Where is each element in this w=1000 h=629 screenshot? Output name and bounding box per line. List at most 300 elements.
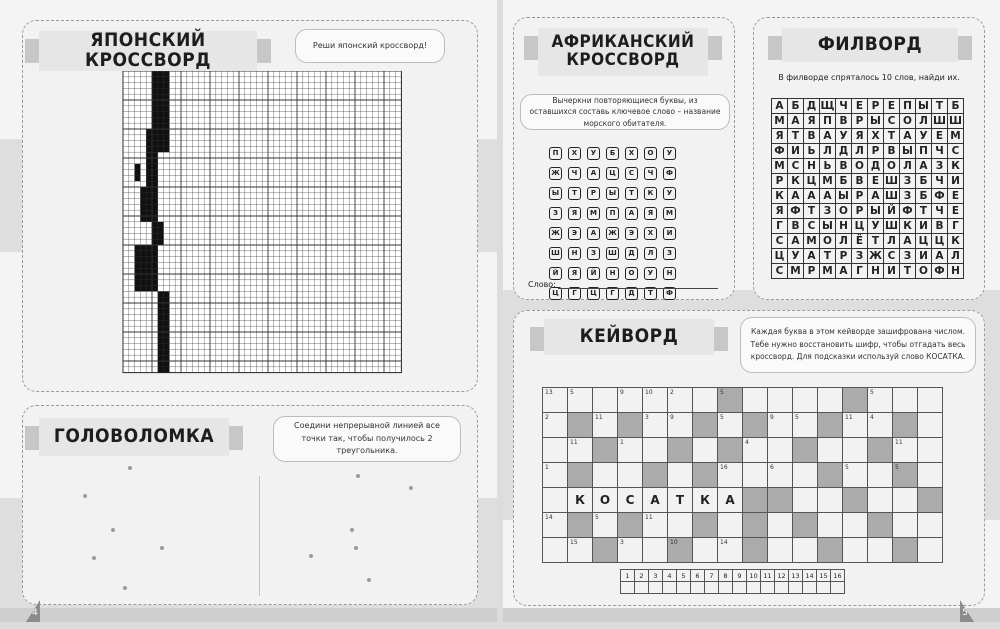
keyword-cell[interactable]: [918, 513, 943, 538]
filword-letter-cell[interactable]: Ц: [916, 234, 932, 249]
keyword-cell[interactable]: [893, 488, 918, 513]
african-letter-cell[interactable]: О: [625, 267, 638, 280]
filword-letter-cell[interactable]: Е: [884, 99, 900, 114]
puzzle-dot[interactable]: [367, 578, 371, 582]
answer-input-line[interactable]: [558, 288, 718, 289]
african-letter-cell[interactable]: З: [549, 207, 562, 220]
keyword-cell[interactable]: [893, 513, 918, 538]
filword-letter-cell[interactable]: У: [788, 249, 804, 264]
filword-letter-cell[interactable]: А: [788, 189, 804, 204]
african-letter-cell[interactable]: У: [644, 267, 657, 280]
keyword-cell[interactable]: [568, 463, 593, 488]
cipher-letter-slot[interactable]: [677, 582, 691, 594]
filword-letter-cell[interactable]: М: [820, 174, 836, 189]
filword-letter-cell[interactable]: С: [884, 249, 900, 264]
filword-letter-cell[interactable]: Р: [836, 249, 852, 264]
keyword-cell[interactable]: [643, 438, 668, 463]
african-letter-cell[interactable]: Ч: [644, 167, 657, 180]
african-letter-cell[interactable]: Л: [644, 247, 657, 260]
keyword-cell[interactable]: [618, 538, 643, 563]
filword-letter-cell[interactable]: З: [900, 174, 916, 189]
filword-letter-cell[interactable]: Е: [868, 174, 884, 189]
african-letter-cell[interactable]: Г: [568, 287, 581, 300]
keyword-cell[interactable]: [793, 488, 818, 513]
cipher-letter-slot[interactable]: [775, 582, 789, 594]
cipher-letter-slot[interactable]: [649, 582, 663, 594]
african-letter-cell[interactable]: У: [663, 147, 676, 160]
puzzle-dot[interactable]: [354, 546, 358, 550]
african-letter-cell[interactable]: Ф: [663, 287, 676, 300]
african-letter-cell[interactable]: Я: [568, 207, 581, 220]
filword-letter-cell[interactable]: Р: [852, 189, 868, 204]
filword-letter-cell[interactable]: С: [884, 114, 900, 129]
filword-letter-cell[interactable]: В: [932, 219, 948, 234]
filword-letter-cell[interactable]: С: [772, 234, 788, 249]
keyword-cell[interactable]: [593, 388, 618, 413]
keyword-cell[interactable]: [893, 388, 918, 413]
african-letter-cell[interactable]: Х: [625, 147, 638, 160]
cipher-letter-slot[interactable]: [705, 582, 719, 594]
cipher-letter-slot[interactable]: [747, 582, 761, 594]
keyword-cell[interactable]: [643, 538, 668, 563]
keyword-cell[interactable]: [743, 488, 768, 513]
african-letter-cell[interactable]: Я: [568, 267, 581, 280]
filword-letter-cell[interactable]: О: [916, 264, 932, 279]
filword-letter-cell[interactable]: О: [900, 114, 916, 129]
keyword-cell[interactable]: [593, 463, 618, 488]
filword-letter-cell[interactable]: Ы: [820, 219, 836, 234]
filword-letter-cell[interactable]: Ы: [916, 99, 932, 114]
african-letter-cell[interactable]: Т: [625, 187, 638, 200]
african-letter-cell[interactable]: И: [663, 227, 676, 240]
keyword-cell[interactable]: [743, 413, 768, 438]
filword-letter-cell[interactable]: Т: [788, 129, 804, 144]
african-letter-cell[interactable]: Г: [606, 287, 619, 300]
keyword-cell[interactable]: [693, 463, 718, 488]
filword-letter-cell[interactable]: Д: [836, 144, 852, 159]
filword-letter-cell[interactable]: Ф: [932, 264, 948, 279]
keyword-cell[interactable]: [868, 463, 893, 488]
filword-letter-cell[interactable]: Т: [820, 249, 836, 264]
keyword-cell[interactable]: [918, 488, 943, 513]
keyword-cell[interactable]: [893, 538, 918, 563]
keyword-cell[interactable]: [743, 438, 768, 463]
keyword-cell[interactable]: [718, 438, 743, 463]
african-letter-cell[interactable]: Х: [568, 147, 581, 160]
filword-letter-cell[interactable]: О: [884, 159, 900, 174]
keyword-cell[interactable]: [768, 488, 793, 513]
african-letter-cell[interactable]: У: [663, 187, 676, 200]
filword-letter-cell[interactable]: Б: [916, 174, 932, 189]
filword-letter-cell[interactable]: А: [804, 249, 820, 264]
filword-letter-cell[interactable]: Ш: [933, 115, 946, 127]
filword-letter-cell[interactable]: З: [900, 249, 916, 264]
keyword-cell[interactable]: [543, 513, 568, 538]
filword-letter-cell[interactable]: Ш: [885, 175, 898, 187]
keyword-cell[interactable]: [643, 413, 668, 438]
keyword-cell[interactable]: [868, 538, 893, 563]
keyword-cell[interactable]: [543, 538, 568, 563]
african-letter-cell[interactable]: Ж: [606, 227, 619, 240]
puzzle-dot[interactable]: [83, 494, 87, 498]
filword-letter-cell[interactable]: А: [900, 129, 916, 144]
filword-letter-cell[interactable]: А: [788, 234, 804, 249]
african-letter-cell[interactable]: А: [587, 167, 600, 180]
filword-letter-cell[interactable]: Р: [868, 99, 884, 114]
filword-letter-cell[interactable]: Ц: [804, 174, 820, 189]
puzzle-dot[interactable]: [409, 486, 413, 490]
african-letter-cell[interactable]: Я: [644, 207, 657, 220]
keyword-cell[interactable]: [818, 513, 843, 538]
keyword-cell[interactable]: [543, 438, 568, 463]
filword-letter-cell[interactable]: С: [788, 159, 804, 174]
keyword-cell[interactable]: [668, 463, 693, 488]
filword-letter-cell[interactable]: Ш: [949, 115, 962, 127]
filword-letter-cell[interactable]: З: [852, 249, 868, 264]
keyword-cell[interactable]: [768, 538, 793, 563]
filword-letter-cell[interactable]: А: [788, 114, 804, 129]
filword-letter-cell[interactable]: Д: [868, 159, 884, 174]
keyword-cell[interactable]: [643, 513, 668, 538]
filword-letter-cell[interactable]: А: [932, 249, 948, 264]
filword-letter-cell[interactable]: У: [916, 129, 932, 144]
cipher-letter-slot[interactable]: [733, 582, 747, 594]
filword-letter-cell[interactable]: К: [788, 174, 804, 189]
filword-letter-cell[interactable]: Б: [948, 99, 964, 114]
filword-letter-cell[interactable]: А: [900, 234, 916, 249]
keyword-cell[interactable]: [543, 488, 568, 513]
filword-letter-cell[interactable]: М: [788, 264, 804, 279]
filword-letter-cell[interactable]: Н: [868, 264, 884, 279]
keyword-cell[interactable]: [593, 413, 618, 438]
filword-letter-cell[interactable]: А: [820, 189, 836, 204]
filword-letter-cell[interactable]: Я: [772, 129, 788, 144]
filword-letter-cell[interactable]: М: [820, 264, 836, 279]
keyword-cell[interactable]: [868, 413, 893, 438]
keyword-cell[interactable]: [843, 413, 868, 438]
keyword-cell[interactable]: [718, 388, 743, 413]
nonogram-grid[interactable]: [103, 71, 403, 381]
filword-letter-cell[interactable]: С: [804, 219, 820, 234]
keyword-cell[interactable]: [893, 413, 918, 438]
filword-letter-cell[interactable]: Ж: [869, 250, 882, 262]
cipher-letter-slot[interactable]: [663, 582, 677, 594]
filword-letter-cell[interactable]: З: [820, 204, 836, 219]
filword-letter-cell[interactable]: Ф: [900, 204, 916, 219]
keyword-cell[interactable]: [593, 538, 618, 563]
african-letter-cell[interactable]: Х: [644, 227, 657, 240]
filword-letter-cell[interactable]: Н: [948, 264, 964, 279]
filword-letter-cell[interactable]: Л: [852, 144, 868, 159]
cipher-letter-slot[interactable]: [719, 582, 733, 594]
filword-letter-cell[interactable]: М: [772, 114, 788, 129]
keyword-cell[interactable]: [718, 463, 743, 488]
filword-letter-cell[interactable]: Я: [804, 114, 820, 129]
keyword-cell[interactable]: [693, 488, 718, 513]
filword-letter-cell[interactable]: Ы: [836, 189, 852, 204]
keyword-cell[interactable]: [543, 413, 568, 438]
filword-letter-cell[interactable]: З: [932, 159, 948, 174]
african-letter-cell[interactable]: Т: [568, 187, 581, 200]
puzzle-dot[interactable]: [160, 546, 164, 550]
filword-letter-cell[interactable]: Д: [804, 99, 820, 114]
african-letter-cell[interactable]: Н: [568, 247, 581, 260]
keyword-cell[interactable]: [668, 388, 693, 413]
cipher-letter-slot[interactable]: [803, 582, 817, 594]
keyword-cell[interactable]: [593, 513, 618, 538]
filword-letter-cell[interactable]: Ц: [932, 234, 948, 249]
keyword-cell[interactable]: [643, 388, 668, 413]
filword-letter-cell[interactable]: Ц: [772, 249, 788, 264]
filword-letter-cell[interactable]: М: [804, 234, 820, 249]
keyword-cell[interactable]: [618, 488, 643, 513]
keyword-cell[interactable]: [718, 488, 743, 513]
keyword-cell[interactable]: [918, 538, 943, 563]
keyword-cell[interactable]: [793, 388, 818, 413]
african-letter-cell[interactable]: Й: [587, 267, 600, 280]
filword-letter-cell[interactable]: Л: [884, 234, 900, 249]
filword-letter-cell[interactable]: Е: [932, 129, 948, 144]
filword-letter-cell[interactable]: И: [884, 264, 900, 279]
filword-letter-cell[interactable]: У: [836, 129, 852, 144]
filword-letter-cell[interactable]: В: [884, 144, 900, 159]
filword-letter-cell[interactable]: Ы: [868, 204, 884, 219]
african-letter-cell[interactable]: Ш: [549, 247, 562, 260]
keyword-cell[interactable]: [843, 438, 868, 463]
african-letter-cell[interactable]: Ы: [606, 187, 619, 200]
filword-letter-cell[interactable]: Р: [868, 144, 884, 159]
keyword-cell[interactable]: [568, 413, 593, 438]
african-letter-cell[interactable]: Т: [644, 287, 657, 300]
african-letter-cell[interactable]: П: [606, 207, 619, 220]
filword-letter-cell[interactable]: П: [900, 99, 916, 114]
keyword-cell[interactable]: [693, 438, 718, 463]
filword-letter-cell[interactable]: Й: [884, 204, 900, 219]
keyword-cell[interactable]: [843, 463, 868, 488]
filword-letter-cell[interactable]: Л: [900, 159, 916, 174]
keyword-cell[interactable]: [843, 488, 868, 513]
filword-letter-cell[interactable]: Щ: [820, 100, 835, 112]
puzzle-dot[interactable]: [350, 528, 354, 532]
filword-letter-cell[interactable]: В: [836, 159, 852, 174]
filword-letter-cell[interactable]: Ф: [772, 144, 788, 159]
keyword-cell[interactable]: [818, 488, 843, 513]
keyword-cell[interactable]: [668, 538, 693, 563]
filword-letter-cell[interactable]: Х: [868, 129, 884, 144]
filword-letter-cell[interactable]: Б: [916, 189, 932, 204]
filword-letter-cell[interactable]: Ш: [885, 190, 898, 202]
keyword-cell[interactable]: [818, 438, 843, 463]
keyword-cell[interactable]: [818, 538, 843, 563]
filword-letter-cell[interactable]: Б: [836, 174, 852, 189]
filword-letter-cell[interactable]: Ч: [836, 99, 852, 114]
cipher-letter-slot[interactable]: [621, 582, 635, 594]
african-letter-cell[interactable]: Ф: [663, 167, 676, 180]
african-letter-cell[interactable]: А: [625, 207, 638, 220]
filword-letter-cell[interactable]: К: [948, 234, 964, 249]
keyword-cell[interactable]: [793, 413, 818, 438]
keyword-cell[interactable]: [568, 513, 593, 538]
puzzle-dot[interactable]: [309, 554, 313, 558]
filword-letter-cell[interactable]: К: [772, 189, 788, 204]
keyword-cell[interactable]: [568, 388, 593, 413]
keyword-cell[interactable]: [918, 438, 943, 463]
african-letter-cell[interactable]: О: [644, 147, 657, 160]
filword-letter-cell[interactable]: П: [916, 144, 932, 159]
keyword-cell[interactable]: [868, 513, 893, 538]
african-letter-cell[interactable]: С: [625, 167, 638, 180]
keyword-cell[interactable]: [818, 463, 843, 488]
keyword-cell[interactable]: [618, 463, 643, 488]
african-letter-cell[interactable]: Д: [625, 287, 638, 300]
keyword-cell[interactable]: [643, 488, 668, 513]
keyword-cell[interactable]: [568, 438, 593, 463]
keyword-cell[interactable]: [743, 388, 768, 413]
filword-letter-cell[interactable]: И: [916, 249, 932, 264]
filword-letter-cell[interactable]: Ц: [852, 219, 868, 234]
keyword-cell[interactable]: [618, 438, 643, 463]
african-letter-cell[interactable]: К: [644, 187, 657, 200]
filword-letter-cell[interactable]: Ч: [932, 144, 948, 159]
keyword-cell[interactable]: [568, 538, 593, 563]
filword-letter-cell[interactable]: И: [916, 219, 932, 234]
keyword-cell[interactable]: [618, 413, 643, 438]
african-letter-cell[interactable]: З: [587, 247, 600, 260]
filword-letter-cell[interactable]: Т: [900, 264, 916, 279]
filword-letter-cell[interactable]: Т: [868, 234, 884, 249]
keyword-cell[interactable]: [618, 388, 643, 413]
african-letter-cell[interactable]: Ц: [606, 167, 619, 180]
filword-letter-cell[interactable]: С: [948, 144, 964, 159]
filword-letter-cell[interactable]: В: [836, 114, 852, 129]
filword-letter-cell[interactable]: Л: [916, 114, 932, 129]
filword-letter-cell[interactable]: С: [772, 264, 788, 279]
filword-letter-cell[interactable]: Р: [852, 114, 868, 129]
puzzle-dot[interactable]: [111, 528, 115, 532]
filword-letter-cell[interactable]: О: [852, 159, 868, 174]
filword-letter-cell[interactable]: А: [916, 159, 932, 174]
keyword-cell[interactable]: [768, 388, 793, 413]
cipher-letter-slot[interactable]: [635, 582, 649, 594]
filword-letter-cell[interactable]: Е: [852, 99, 868, 114]
filword-letter-cell[interactable]: Л: [948, 249, 964, 264]
keyword-cell[interactable]: [793, 538, 818, 563]
filword-letter-cell[interactable]: М: [948, 129, 964, 144]
keyword-cell[interactable]: [543, 388, 568, 413]
keyword-cell[interactable]: [593, 438, 618, 463]
keyword-cell[interactable]: [693, 513, 718, 538]
filword-letter-cell[interactable]: К: [900, 219, 916, 234]
filword-letter-cell[interactable]: И: [948, 174, 964, 189]
filword-letter-cell[interactable]: Т: [804, 204, 820, 219]
african-letter-cell[interactable]: Ж: [549, 167, 562, 180]
filword-letter-cell[interactable]: Т: [916, 204, 932, 219]
filword-letter-cell[interactable]: Л: [820, 144, 836, 159]
keyword-cell[interactable]: [543, 463, 568, 488]
filword-letter-cell[interactable]: А: [772, 99, 788, 114]
filword-letter-cell[interactable]: З: [900, 189, 916, 204]
filword-letter-cell[interactable]: М: [772, 159, 788, 174]
african-letter-cell[interactable]: Ч: [568, 167, 581, 180]
filword-letter-cell[interactable]: Ё: [852, 234, 868, 249]
keyword-cell[interactable]: [618, 513, 643, 538]
filword-letter-cell[interactable]: Р: [804, 264, 820, 279]
keyword-cell[interactable]: [668, 488, 693, 513]
filword-letter-cell[interactable]: Т: [932, 99, 948, 114]
keyword-cell[interactable]: [793, 438, 818, 463]
keyword-cell[interactable]: [643, 463, 668, 488]
keyword-cell[interactable]: [718, 513, 743, 538]
african-letter-cell[interactable]: Д: [625, 247, 638, 260]
filword-letter-cell[interactable]: Ь: [820, 159, 836, 174]
keyword-cell[interactable]: [818, 388, 843, 413]
filword-letter-cell[interactable]: Е: [948, 204, 964, 219]
keyword-cell[interactable]: [918, 388, 943, 413]
keyword-cell[interactable]: [843, 538, 868, 563]
cipher-letter-slot[interactable]: [817, 582, 831, 594]
filword-letter-cell[interactable]: Ш: [885, 220, 898, 232]
filword-letter-cell[interactable]: Ф: [932, 189, 948, 204]
filword-letter-cell[interactable]: Р: [852, 204, 868, 219]
keyword-cell[interactable]: [668, 513, 693, 538]
filword-letter-cell[interactable]: В: [852, 174, 868, 189]
african-letter-cell[interactable]: Н: [663, 267, 676, 280]
african-letter-cell[interactable]: З: [663, 247, 676, 260]
filword-letter-cell[interactable]: Г: [772, 219, 788, 234]
african-letter-cell[interactable]: У: [587, 147, 600, 160]
filword-letter-cell[interactable]: Я: [772, 204, 788, 219]
puzzle-dot[interactable]: [356, 474, 360, 478]
filword-letter-cell[interactable]: А: [868, 189, 884, 204]
african-letter-cell[interactable]: Б: [606, 147, 619, 160]
keyword-cell[interactable]: [918, 413, 943, 438]
cipher-letter-slot[interactable]: [831, 582, 845, 594]
african-letter-cell[interactable]: А: [587, 227, 600, 240]
african-letter-cell[interactable]: Э: [625, 227, 638, 240]
keyword-cell[interactable]: [793, 513, 818, 538]
keyword-cell[interactable]: [743, 463, 768, 488]
keyword-cell[interactable]: [768, 438, 793, 463]
filword-letter-cell[interactable]: В: [804, 129, 820, 144]
filword-letter-cell[interactable]: В: [788, 219, 804, 234]
filword-letter-cell[interactable]: Ь: [804, 144, 820, 159]
filword-letter-cell[interactable]: А: [836, 264, 852, 279]
filword-letter-cell[interactable]: И: [788, 144, 804, 159]
african-letter-cell[interactable]: Ц: [587, 287, 600, 300]
filword-letter-cell[interactable]: А: [804, 189, 820, 204]
filword-letter-cell[interactable]: Н: [836, 219, 852, 234]
keyword-cell[interactable]: [893, 438, 918, 463]
puzzle-dot[interactable]: [123, 586, 127, 590]
keyword-cell[interactable]: [868, 388, 893, 413]
cipher-letter-slot[interactable]: [761, 582, 775, 594]
filword-letter-cell[interactable]: Р: [772, 174, 788, 189]
keyword-cell[interactable]: [568, 488, 593, 513]
keyword-cell[interactable]: [768, 463, 793, 488]
african-letter-cell[interactable]: М: [663, 207, 676, 220]
keyword-cell[interactable]: [793, 463, 818, 488]
keyword-cell[interactable]: [893, 463, 918, 488]
cipher-letter-slot[interactable]: [691, 582, 705, 594]
keyword-cell[interactable]: [743, 538, 768, 563]
keyword-cell[interactable]: [868, 488, 893, 513]
filword-letter-cell[interactable]: Г: [852, 264, 868, 279]
filword-letter-cell[interactable]: Б: [788, 99, 804, 114]
keyword-cell[interactable]: [843, 388, 868, 413]
african-letter-cell[interactable]: Ш: [606, 247, 619, 260]
filword-letter-cell[interactable]: Н: [804, 159, 820, 174]
african-letter-cell[interactable]: М: [587, 207, 600, 220]
